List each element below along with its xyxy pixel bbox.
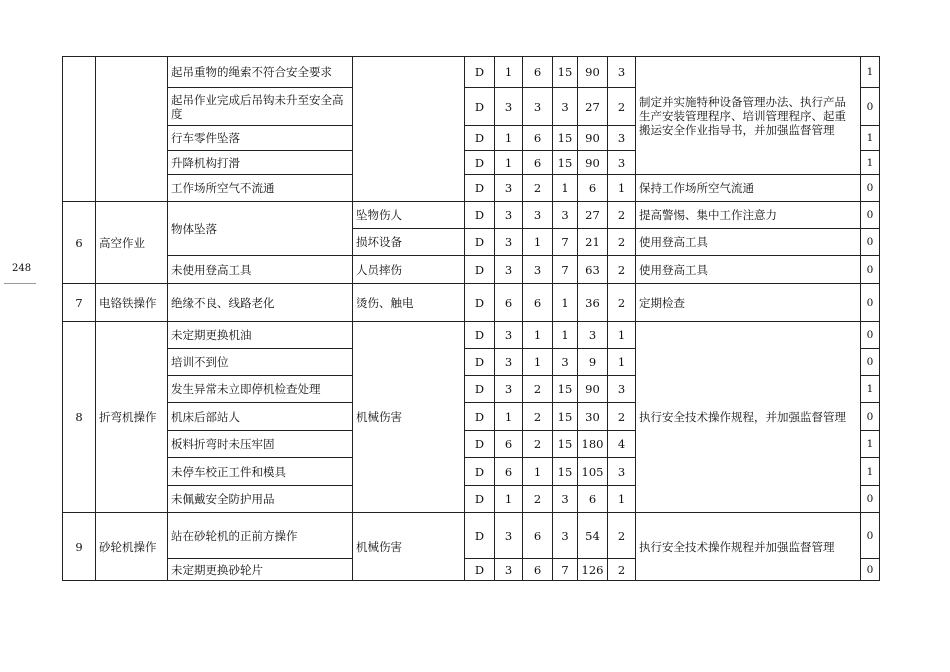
- hazard-cell: 未定期更换砂轮片: [168, 559, 353, 581]
- level-cell: D: [465, 126, 495, 151]
- l-value: 3: [495, 88, 523, 126]
- l-value: 3: [495, 202, 523, 229]
- e-value: 3: [523, 88, 553, 126]
- level-cell: D: [465, 349, 495, 376]
- consequence-cell: 坠物伤人: [353, 202, 465, 229]
- e-value: 6: [523, 559, 553, 581]
- grade-cell: 3: [608, 458, 636, 486]
- flag-cell: 1: [861, 431, 880, 458]
- level-cell: D: [465, 256, 495, 284]
- grade-cell: 3: [608, 57, 636, 88]
- activity-name: 电铬铁操作: [96, 284, 168, 322]
- grade-cell: 1: [608, 322, 636, 349]
- level-cell: D: [465, 57, 495, 88]
- hazard-cell: 板料折弯时未压牢固: [168, 431, 353, 458]
- e-value: 1: [523, 349, 553, 376]
- grade-cell: 1: [608, 349, 636, 376]
- item-number: 6: [63, 202, 96, 284]
- control-measure: 保持工作场所空气流通: [636, 175, 861, 202]
- hazard-cell: 起吊作业完成后吊钩未升至安全高度: [168, 88, 353, 126]
- c-value: 7: [553, 256, 578, 284]
- c-value: 1: [553, 175, 578, 202]
- d-value: 3: [578, 322, 608, 349]
- c-value: 15: [553, 57, 578, 88]
- l-value: 1: [495, 486, 523, 513]
- flag-cell: 0: [861, 229, 880, 256]
- e-value: 2: [523, 376, 553, 403]
- flag-cell: 0: [861, 175, 880, 202]
- d-value: 21: [578, 229, 608, 256]
- grade-cell: 2: [608, 229, 636, 256]
- level-cell: D: [465, 322, 495, 349]
- d-value: 90: [578, 57, 608, 88]
- d-value: 6: [578, 175, 608, 202]
- c-value: 3: [553, 486, 578, 513]
- l-value: 3: [495, 376, 523, 403]
- flag-cell: 1: [861, 376, 880, 403]
- control-measure: 使用登高工具: [636, 256, 861, 284]
- grade-cell: 4: [608, 431, 636, 458]
- flag-cell: 0: [861, 403, 880, 431]
- hazard-cell: 未停车校正工件和模具: [168, 458, 353, 486]
- grade-cell: 2: [608, 256, 636, 284]
- grade-cell: 3: [608, 376, 636, 403]
- hazard-cell: 升降机构打滑: [168, 151, 353, 175]
- c-value: 15: [553, 458, 578, 486]
- hazard-cell: 未佩戴安全防护用品: [168, 486, 353, 513]
- l-value: 6: [495, 284, 523, 322]
- control-measure: 定期检查: [636, 284, 861, 322]
- item-number: 9: [63, 513, 96, 581]
- e-value: 2: [523, 486, 553, 513]
- e-value: 6: [523, 151, 553, 175]
- e-value: 3: [523, 202, 553, 229]
- level-cell: D: [465, 175, 495, 202]
- grade-cell: 1: [608, 175, 636, 202]
- activity-name: 折弯机操作: [96, 322, 168, 513]
- c-value: 15: [553, 151, 578, 175]
- grade-cell: 3: [608, 126, 636, 151]
- grade-cell: 3: [608, 151, 636, 175]
- d-value: 126: [578, 559, 608, 581]
- hazard-cell: 绝缘不良、线路老化: [168, 284, 353, 322]
- level-cell: D: [465, 559, 495, 581]
- e-value: 3: [523, 256, 553, 284]
- c-value: 15: [553, 376, 578, 403]
- hazard-cell: 起吊重物的绳索不符合安全要求: [168, 57, 353, 88]
- grade-cell: 1: [608, 486, 636, 513]
- level-cell: D: [465, 486, 495, 513]
- level-cell: D: [465, 284, 495, 322]
- grade-cell: 2: [608, 88, 636, 126]
- d-value: 90: [578, 151, 608, 175]
- c-value: 3: [553, 513, 578, 559]
- table-row: [63, 322, 880, 349]
- hazard-cell: 工作场所空气不流通: [168, 175, 353, 202]
- flag-cell: 0: [861, 486, 880, 513]
- table-row: [63, 513, 880, 559]
- c-value: 3: [553, 88, 578, 126]
- c-value: 7: [553, 229, 578, 256]
- risk-assessment-table: [62, 56, 880, 581]
- table-row: [63, 284, 880, 322]
- d-value: 6: [578, 486, 608, 513]
- hazard-cell: 未使用登高工具: [168, 256, 353, 284]
- c-value: 15: [553, 403, 578, 431]
- flag-cell: 1: [861, 126, 880, 151]
- consequence-cell: 机械伤害: [353, 513, 465, 581]
- d-value: 54: [578, 513, 608, 559]
- control-measure: 制定并实施特种设备管理办法、执行产品生产安装管理程序、培训管理程序、起重搬运安全作业指导书，并加强监督管理: [636, 57, 861, 175]
- e-value: 2: [523, 175, 553, 202]
- d-value: 27: [578, 88, 608, 126]
- l-value: 3: [495, 349, 523, 376]
- c-value: 1: [553, 322, 578, 349]
- l-value: 3: [495, 229, 523, 256]
- l-value: 3: [495, 175, 523, 202]
- grade-cell: 2: [608, 559, 636, 581]
- d-value: 9: [578, 349, 608, 376]
- control-measure: 执行安全技术操作规程，并加强监督管理: [636, 322, 861, 513]
- d-value: 90: [578, 376, 608, 403]
- item-number: [63, 57, 96, 202]
- l-value: 3: [495, 256, 523, 284]
- l-value: 3: [495, 513, 523, 559]
- e-value: 1: [523, 229, 553, 256]
- e-value: 2: [523, 403, 553, 431]
- grade-cell: 2: [608, 284, 636, 322]
- flag-cell: 0: [861, 284, 880, 322]
- table-row: [63, 202, 880, 229]
- hazard-cell: 机床后部站人: [168, 403, 353, 431]
- l-value: 1: [495, 57, 523, 88]
- page-number: 248: [12, 263, 32, 274]
- l-value: 3: [495, 322, 523, 349]
- hazard-cell: 发生异常未立即停机检查处理: [168, 376, 353, 403]
- flag-cell: 0: [861, 322, 880, 349]
- e-value: 2: [523, 431, 553, 458]
- d-value: 180: [578, 431, 608, 458]
- l-value: 6: [495, 431, 523, 458]
- table-row: [63, 175, 880, 202]
- flag-cell: 0: [861, 559, 880, 581]
- d-value: 105: [578, 458, 608, 486]
- level-cell: D: [465, 431, 495, 458]
- c-value: 1: [553, 284, 578, 322]
- d-value: 90: [578, 126, 608, 151]
- level-cell: D: [465, 458, 495, 486]
- l-value: 3: [495, 559, 523, 581]
- control-measure: 提高警惕、集中工作注意力: [636, 202, 861, 229]
- grade-cell: 2: [608, 202, 636, 229]
- hazard-cell: 行车零件坠落: [168, 126, 353, 151]
- l-value: 1: [495, 403, 523, 431]
- e-value: 1: [523, 458, 553, 486]
- item-number: 7: [63, 284, 96, 322]
- d-value: 27: [578, 202, 608, 229]
- consequence-cell: 损坏设备: [353, 229, 465, 256]
- consequence-cell: 人员摔伤: [353, 256, 465, 284]
- table-row: [63, 57, 880, 88]
- e-value: 6: [523, 57, 553, 88]
- d-value: 36: [578, 284, 608, 322]
- e-value: 6: [523, 513, 553, 559]
- level-cell: D: [465, 88, 495, 126]
- c-value: 3: [553, 349, 578, 376]
- activity-name: 高空作业: [96, 202, 168, 284]
- d-value: 63: [578, 256, 608, 284]
- c-value: 15: [553, 126, 578, 151]
- grade-cell: 2: [608, 403, 636, 431]
- flag-cell: 1: [861, 57, 880, 88]
- e-value: 6: [523, 126, 553, 151]
- l-value: 1: [495, 126, 523, 151]
- level-cell: D: [465, 403, 495, 431]
- c-value: 7: [553, 559, 578, 581]
- l-value: 1: [495, 151, 523, 175]
- level-cell: D: [465, 229, 495, 256]
- hazard-cell: 培训不到位: [168, 349, 353, 376]
- flag-cell: 0: [861, 256, 880, 284]
- c-value: 15: [553, 431, 578, 458]
- flag-cell: 0: [861, 349, 880, 376]
- grade-cell: 2: [608, 513, 636, 559]
- flag-cell: 0: [861, 202, 880, 229]
- level-cell: D: [465, 376, 495, 403]
- hazard-cell: 站在砂轮机的正前方操作: [168, 513, 353, 559]
- table-row: [63, 256, 880, 284]
- flag-cell: 1: [861, 458, 880, 486]
- consequence-cell: 烫伤、触电: [353, 284, 465, 322]
- consequence-cell: [353, 57, 465, 202]
- e-value: 6: [523, 284, 553, 322]
- flag-cell: 1: [861, 151, 880, 175]
- flag-cell: 0: [861, 513, 880, 559]
- control-measure: 执行安全技术操作规程并加强监督管理: [636, 513, 861, 581]
- level-cell: D: [465, 513, 495, 559]
- consequence-cell: 机械伤害: [353, 322, 465, 513]
- d-value: 30: [578, 403, 608, 431]
- control-measure: 使用登高工具: [636, 229, 861, 256]
- activity-name: [96, 57, 168, 202]
- activity-name: 砂轮机操作: [96, 513, 168, 581]
- hazard-cell: 物体坠落: [168, 202, 353, 256]
- e-value: 1: [523, 322, 553, 349]
- hazard-cell: 未定期更换机油: [168, 322, 353, 349]
- l-value: 6: [495, 458, 523, 486]
- item-number: 8: [63, 322, 96, 513]
- c-value: 3: [553, 202, 578, 229]
- page-number-rule: [4, 283, 36, 284]
- level-cell: D: [465, 151, 495, 175]
- level-cell: D: [465, 202, 495, 229]
- flag-cell: 0: [861, 88, 880, 126]
